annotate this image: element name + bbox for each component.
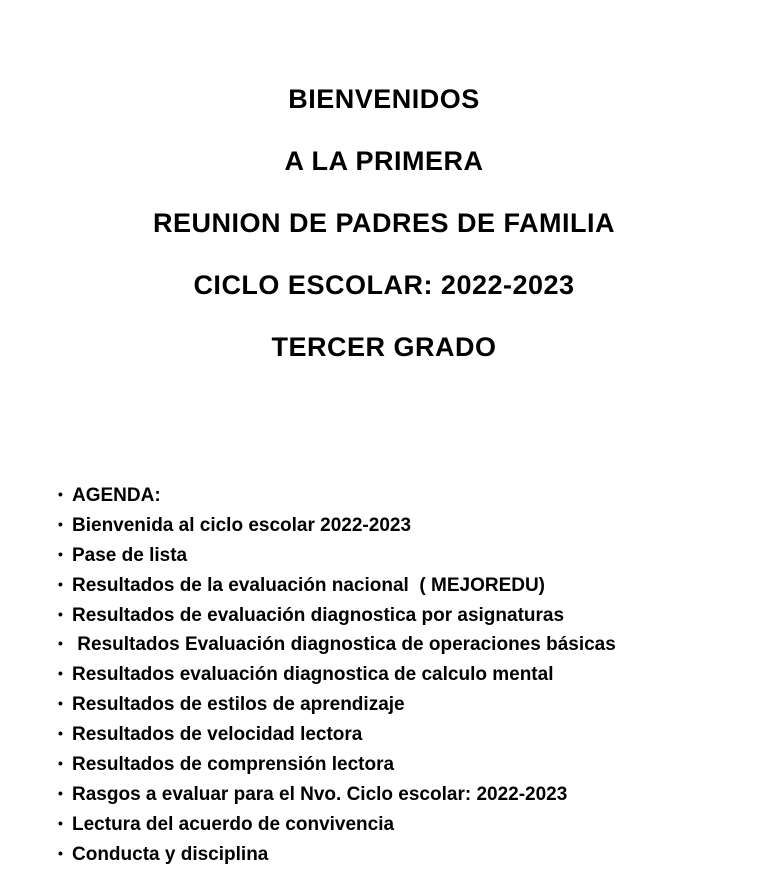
agenda-item-text: Resultados de estilos de aprendizaje: [72, 694, 405, 716]
agenda-item-text: Lectura del acuerdo de convivencia: [72, 813, 395, 835]
list-item: [58, 749, 758, 779]
bullet-icon: •: [58, 695, 63, 712]
bullet-icon: •: [58, 515, 63, 532]
agenda-item-text: Resultados de comprensión lectora: [72, 754, 395, 776]
title-line-welcome: BIENVENIDOS: [288, 84, 480, 114]
list-item: [58, 779, 758, 809]
bullet-icon: •: [58, 755, 63, 772]
agenda-item-text: Resultados de velocidad lectora: [72, 724, 363, 746]
bullet-icon: •: [58, 605, 63, 622]
list-item: [58, 600, 758, 630]
list-item: [58, 629, 758, 659]
agenda-heading: [58, 480, 758, 510]
bullet-icon: •: [58, 635, 63, 652]
title-line-meeting: REUNION DE PADRES DE FAMILIA: [152, 208, 616, 238]
agenda-list: [58, 480, 758, 869]
bullet-icon: •: [58, 784, 63, 801]
bullet-icon: •: [58, 545, 63, 562]
bullet-icon: •: [58, 486, 63, 502]
list-item: [58, 809, 758, 839]
agenda-item-text: Bienvenida al ciclo escolar 2022-2023: [72, 514, 412, 536]
agenda-item-text: Resultados de evaluación diagnostica por asignaturas: [72, 604, 565, 626]
agenda-item-text: Pase de lista: [72, 544, 188, 566]
agenda-item-text: Conducta y disciplina: [72, 843, 269, 865]
list-item: [58, 570, 758, 600]
list-item: [58, 839, 758, 869]
welcome-title: [0, 84, 768, 394]
bullet-icon: •: [58, 814, 63, 831]
list-item: [58, 689, 758, 719]
list-item: [58, 659, 758, 689]
agenda-item-text: AGENDA:: [72, 485, 161, 506]
agenda-item-text: Resultados evaluación diagnostica de calculo mental: [72, 664, 554, 686]
bullet-icon: •: [58, 665, 63, 682]
agenda-item-text: Rasgos a evaluar para el Nvo. Ciclo escolar: 2022-2023: [72, 783, 568, 805]
title-line-first: A LA PRIMERA: [284, 146, 484, 176]
agenda-item-text: Resultados Evaluación diagnostica de operaciones básicas: [72, 634, 616, 656]
list-item: [58, 719, 758, 749]
list-item: [58, 540, 758, 570]
bullet-icon: •: [58, 575, 63, 592]
title-line-grade: TERCER GRADO: [271, 332, 497, 362]
bullet-icon: •: [58, 844, 63, 861]
bullet-icon: •: [58, 725, 63, 742]
title-line-school-year: CICLO ESCOLAR: 2022-2023: [193, 270, 575, 300]
agenda-item-text: Resultados de la evaluación nacional ( MEJOREDU): [72, 574, 546, 596]
list-item: [58, 510, 758, 540]
